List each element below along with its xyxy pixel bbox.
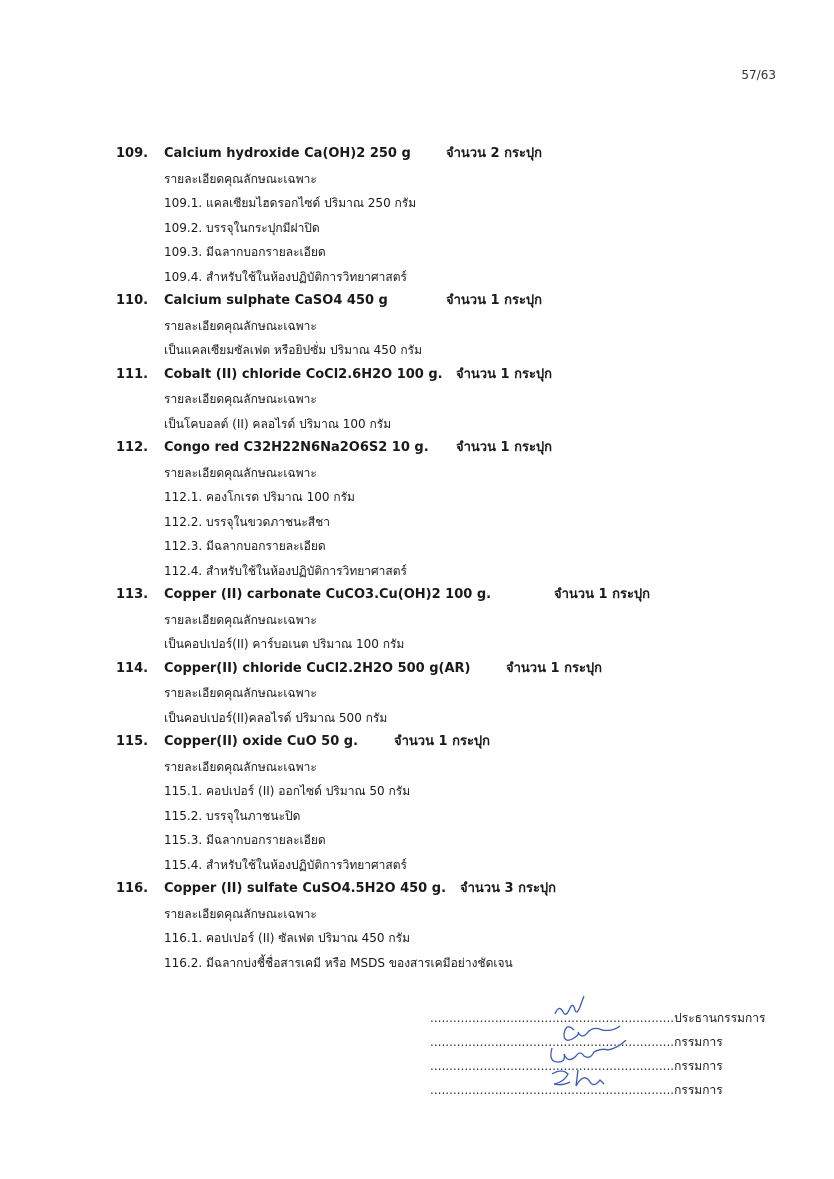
item-quantity: จำนวน 1 กระปุก xyxy=(456,366,553,382)
spec-line: 115.4. สำหรับใช้ในห้องปฏิบัติการวิทยาศาสตร์ xyxy=(164,857,407,872)
spec-heading: รายละเอียดคุณลักษณะเฉพาะ xyxy=(164,465,317,480)
item-number: 111. xyxy=(116,366,149,382)
signature-row: ................................................................กรรมการ xyxy=(430,1078,790,1102)
spec-line: 112.1. คองโกเรด ปริมาณ 100 กรัม xyxy=(164,490,355,504)
signature-role: กรรมการ xyxy=(674,1083,723,1097)
spec-heading: รายละเอียดคุณลักษณะเฉพาะ xyxy=(164,318,317,333)
signature-row: ................................................................กรรมการ xyxy=(430,1054,790,1078)
item-quantity: จำนวน 3 กระปุก xyxy=(460,881,557,896)
spec-line: 116.1. คอปเปอร์ (II) ซัลเฟต ปริมาณ 450 กรัม xyxy=(164,931,410,945)
item-title: Calcium sulphate CaSO4 450 g xyxy=(164,293,388,308)
item-quantity: จำนวน 1 กระปุก xyxy=(446,293,543,308)
spec-line: 115.3. มีฉลากบอกรายละเอียด xyxy=(164,833,326,847)
page-number: 57/63 xyxy=(741,68,776,82)
spec-heading: รายละเอียดคุณลักษณะเฉพาะ xyxy=(164,171,317,186)
item-title: Copper (II) sulfate CuSO4.5H2O 450 g. xyxy=(164,881,447,896)
spec-line: 115.2. บรรจุในภาชนะปิด xyxy=(164,808,301,823)
spec-line: 116.2. มีฉลากบ่งชี้ชื่อสารเคมี หรือ MSDS ของสารเคมีอย่างชัดเจน xyxy=(164,955,513,970)
list-item xyxy=(116,657,756,731)
list-item xyxy=(116,877,756,975)
item-list xyxy=(116,142,756,975)
signature-row: ................................................................กรรมการ xyxy=(430,1030,790,1054)
item-title: Calcium hydroxide Ca(OH)2 250 g xyxy=(164,146,411,161)
list-item xyxy=(116,363,756,437)
item-number: 116. xyxy=(116,881,149,896)
item-number: 113. xyxy=(116,587,149,602)
handwritten-signature xyxy=(490,1064,630,1094)
spec-line: เป็นคอปเปอร์(II)คลอไรด์ ปริมาณ 500 กรัม xyxy=(164,710,388,725)
list-item xyxy=(116,583,756,657)
spec-heading: รายละเอียดคุณลักษณะเฉพาะ xyxy=(164,392,317,406)
item-quantity: จำนวน 1 กระปุก xyxy=(554,587,651,602)
list-item xyxy=(116,289,756,363)
spec-line: 112.4. สำหรับใช้ในห้องปฏิบัติการวิทยาศาสตร์ xyxy=(164,563,407,578)
spec-line: เป็นคอปเปอร์(II) คาร์บอเนต ปริมาณ 100 กรัม xyxy=(164,637,405,651)
signature-role: ประธานกรรมการ xyxy=(674,1011,766,1025)
spec-heading: รายละเอียดคุณลักษณะเฉพาะ xyxy=(164,906,317,921)
item-number: 109. xyxy=(116,146,149,161)
item-quantity: จำนวน 1 กระปุก xyxy=(506,660,603,676)
spec-line: เป็นโคบอลต์ (II) คลอไรด์ ปริมาณ 100 กรัม xyxy=(164,416,392,431)
item-title: Copper (II) carbonate CuCO3.Cu(OH)2 100 g. xyxy=(164,587,492,602)
spec-line: 112.3. มีฉลากบอกรายละเอียด xyxy=(164,539,326,553)
list-item xyxy=(116,436,756,583)
spec-line: 115.1. คอปเปอร์ (II) ออกไซด์ ปริมาณ 50 กรัม xyxy=(164,784,411,798)
item-title: Copper(II) oxide CuO 50 g. xyxy=(164,734,359,749)
item-quantity: จำนวน 2 กระปุก xyxy=(446,146,543,161)
spec-heading: รายละเอียดคุณลักษณะเฉพาะ xyxy=(164,612,317,627)
signature-row: ................................................................ประธานกรรมการ xyxy=(430,1006,790,1030)
spec-line: 109.3. มีฉลากบอกรายละเอียด xyxy=(164,245,326,259)
spec-line: เป็นแคลเซียมซัลเฟต หรือยิปซั่ม ปริมาณ 450 กรัม xyxy=(164,343,423,357)
list-item xyxy=(116,142,756,289)
spec-line: 112.2. บรรจุในขวดภาชนะสีชา xyxy=(164,514,330,529)
item-quantity: จำนวน 1 กระปุก xyxy=(394,734,491,749)
signature-block xyxy=(430,1006,790,1102)
list-item xyxy=(116,730,756,877)
item-title: Cobalt (II) chloride CoCl2.6H2O 100 g. xyxy=(164,366,443,382)
spec-line: 109.2. บรรจุในกระปุกมีฝาปิด xyxy=(164,220,320,235)
item-number: 110. xyxy=(116,293,149,308)
spec-line: 109.4. สำหรับใช้ในห้องปฏิบัติการวิทยาศาสตร์ xyxy=(164,269,407,284)
item-number: 115. xyxy=(116,734,149,749)
spec-line: 109.1. แคลเซียมไฮดรอกไซด์ ปริมาณ 250 กรัม xyxy=(164,196,417,210)
item-title: Copper(II) chloride CuCl2.2H2O 500 g(AR) xyxy=(164,660,471,676)
item-quantity: จำนวน 1 กระปุก xyxy=(456,440,553,455)
item-title: Congo red C32H22N6Na2O6S2 10 g. xyxy=(164,440,429,455)
signature-role: กรรมการ xyxy=(674,1035,723,1049)
item-number: 114. xyxy=(116,660,149,676)
spec-heading: รายละเอียดคุณลักษณะเฉพาะ xyxy=(164,759,317,774)
signature-role: กรรมการ xyxy=(674,1059,723,1073)
item-number: 112. xyxy=(116,440,149,455)
spec-heading: รายละเอียดคุณลักษณะเฉพาะ xyxy=(164,686,317,700)
